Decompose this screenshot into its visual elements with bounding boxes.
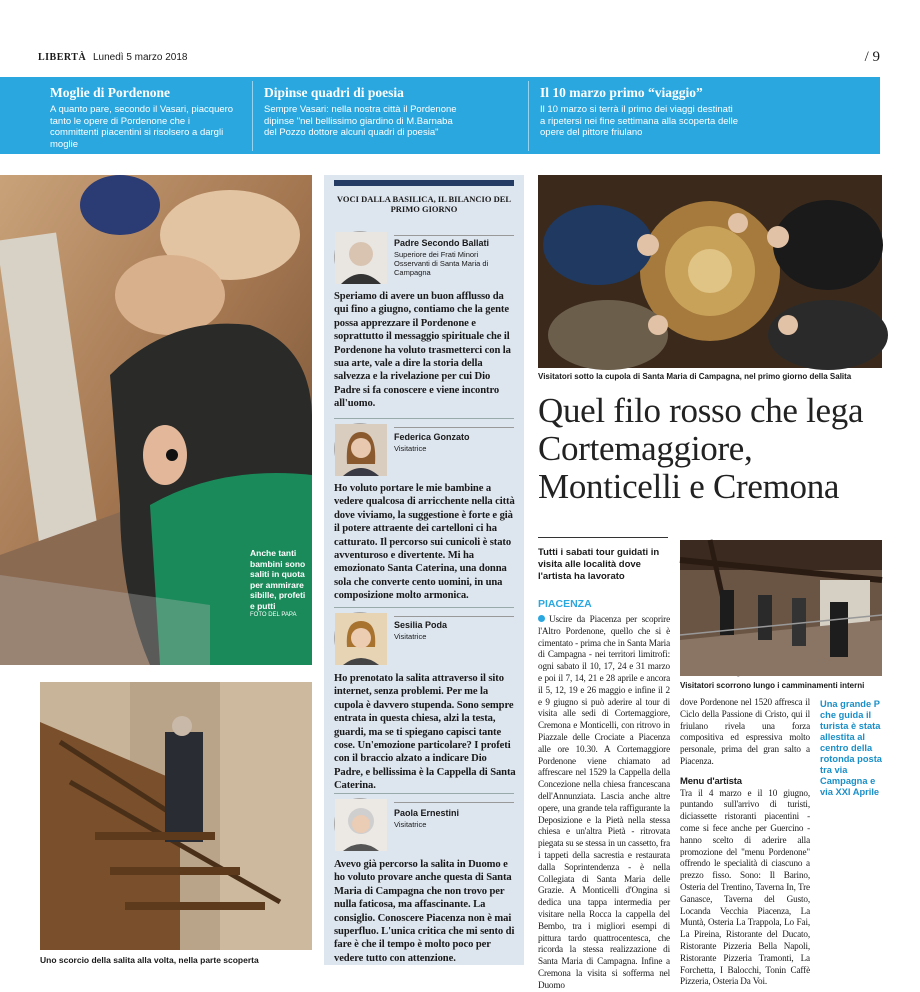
- boy-photo-caption: Anche tanti bambini sono saliti in quota per ammirare sibille, profeti e putti: [250, 548, 306, 611]
- band-divider: [528, 81, 529, 151]
- article-subhead: Menu d'artista: [680, 775, 742, 787]
- person-name: Padre Secondo Ballati: [394, 238, 490, 248]
- quote-divider: [334, 607, 514, 608]
- person-name: Federica Gonzato: [394, 432, 470, 442]
- band-text: Il 10 marzo si terrà il primo dei viaggi destinati a ripetersi nei fine settimana alla scoperta delle opere del pittore friulano: [540, 104, 739, 138]
- person-role: Visitatrice: [394, 632, 427, 641]
- article-deck: Tutti i sabati tour guidati in visita alle località dove l'artista ha lavorato: [538, 547, 660, 582]
- name-rule: [394, 427, 514, 428]
- name-rule: [394, 235, 514, 236]
- page-header: [38, 49, 880, 70]
- person-name: Paola Ernestini: [394, 808, 460, 818]
- article-text: Tra il 4 marzo e il 10 giugno, puntando sull'arrivo di turisti, diciassette ristoranti piacentini - come si fece anche per Guercino - hanno scelto di aderire alla promozione del "menu Pordenone" offrendo le specialità di ciascuno a prezzo fisso. Sono: Il Barino, Osteria del Trentino, Taverna In, Tre Ganasce, Taverna del Gusto, Locanda Vecchia Piacenza, La Muntà, Osteria La Trappola, Lo Fai, La Pireina, Ristorante del Ducato, Ristorante Pizzeria Bella Napoli, Ristorante Pizzeria Tramonti, La Forchetta, I Balocchi, Tonin Caffè Pizzeria, Osteria Da Voi.: [680, 787, 810, 987]
- person-quote: Ho prenotato la salita attraverso il sito internet, senza problemi. Per me la cupola è davvero stupenda. Sono sempre entrata in questa chiesa, alzi la testa, guardi, ma se ti spiegano capisci tante cose. Un'emozione particolare? I profeti con il braccio alzato a indicare Dio Padre, e bellissima è la Cappella di Santa Caterina.: [334, 673, 516, 792]
- article-headline: Quel filo rosso che lega Cortemaggiore, Monticelli e Cremona: [538, 391, 864, 506]
- issue-date: Lunedì 5 marzo 2018: [92, 52, 188, 63]
- bullet-dot: [538, 615, 545, 622]
- dome-photo: [538, 175, 882, 368]
- band-item-moglie: [50, 85, 240, 150]
- person-role: Superiore dei Frati Minori Osservanti di Santa Maria di Campagna: [394, 250, 489, 277]
- avatar: [334, 612, 386, 664]
- name-rule: [394, 802, 514, 803]
- photo-credit: FOTO DEL PAPA: [250, 612, 297, 618]
- name-rule: [394, 616, 514, 617]
- person-quote: Avevo già percorso la salita in Duomo e ho voluto provare anche questa di Santa Maria di Campagna che non trovo per nulla faticosa, ma affascinante. La consiglio. Conoscere Piacenza non è mai superfluo. L'unica critica che mi sento di fare è che il tempo è molto poco per vedere tutto con attenzione.: [334, 859, 515, 964]
- band-title: Il 10 marzo primo “viaggio”: [540, 85, 703, 100]
- avatar: [334, 423, 386, 475]
- band-item-poesia: [264, 85, 464, 139]
- newspaper-logo: LIBERTÀ: [38, 52, 87, 63]
- band-title: Dipinse quadri di poesia: [264, 85, 404, 100]
- page-number: / 9: [864, 49, 880, 65]
- band-item-viaggio: [540, 85, 740, 139]
- walkway-photo-caption: Visitatori scorrono lungo i camminamenti interni: [680, 681, 865, 690]
- quote-divider: [334, 418, 514, 419]
- dome-photo-caption: Visitatori sotto la cupola di Santa Maria di Campagna, nel primo giorno della Salita: [538, 372, 852, 381]
- quote-divider: [334, 793, 514, 794]
- band-divider: [252, 81, 253, 151]
- avatar: [334, 231, 386, 283]
- band-title: Moglie di Pordenone: [50, 85, 170, 100]
- article-text: dove Pordenone nel 1520 affresca il Ciclo della Passione di Cristo, qui il friulano rivela una forza compositiva ed espressiva molto personale, prima del gran salto a Piacenza.: [680, 697, 810, 766]
- person-role: Visitatrice: [394, 444, 427, 453]
- quotes-sidebar: [324, 175, 524, 965]
- article-body-col2: [680, 697, 810, 988]
- band-text: Sempre Vasari: nella nostra città il Pordenone dipinse "nel bellissimo giardino di M.Barnaba del Pozzo dottore alcuni quadri di poesia": [264, 104, 457, 138]
- article-body-col1: [538, 614, 670, 992]
- info-band: [0, 77, 880, 154]
- walkway-photo: [680, 540, 882, 676]
- stairs-photo: [40, 682, 312, 950]
- sidebar-header-bar: [334, 180, 514, 186]
- article-kicker: PIACENZA: [538, 598, 592, 610]
- person-role: Visitatrice: [394, 820, 427, 829]
- article-text: Uscire da Piacenza per scoprire l'Altro Pordenone, quello che si è cimentato - prima che in Santa Maria di Campagna - nei territori limitrofi: ogni sabato il 10, 17, 24 e 31 marzo e poi il 7, 14, 21 e 28 aprile e ancora il 5, 12, 19 e 26 maggio e infine il 2 e 9 giugno si può aderire al tour di visita alle sedi di Cortemaggiore, Cremona e Monticelli, con ritrovo in Piazzale delle Crociate a Piacenza alle ore 10.30. A Cortemaggiore Pordenone viene chiamato ad affrescare nel 1529 la Cappella della Concezione nella chiesa francescana dell'Annunziata. Lascia anche altre opere, una grande tela raffigurante la Deposizione e la Pietà nella stessa chiesa e un'altra Pietà - ritrovata piegata su se stessa in un cassetto, fra i tappeti della sacrestia e restaurata dalla Soprintendenza - è nella Collegiata di Santa Maria delle Grazie. A Monticelli d'Ongina si dedica una tappa intermedia per visitare nella Rocca la cappella del Bembo, tra i migliori esempi di pittura tardo quattrocentesca, che ricorda la stessa realizzazione di Santa Maria di Campagna. Infine a Cremona la visita si sofferma nel Duomo: [538, 614, 670, 990]
- stairs-photo-caption: Uno scorcio della salita alla volta, nella parte scoperta: [40, 955, 259, 965]
- person-quote: Speriamo di avere un buon afflusso da qui fino a giugno, contiamo che la gente possa apprezzare il Pordenone e soprattutto il messaggio spirituale che il Pordenone ha voluto trasmetterci con la sua arte, vale a dire la storia della salvezza e la rivelazione per cui Dio Padre si fa conoscere e viene incontro all'uomo.: [334, 291, 511, 410]
- avatar: [334, 798, 386, 850]
- deck-rule: [538, 537, 668, 538]
- sidebar-title: VOCI DALLA BASILICA, IL BILANCIO DEL PRIMO GIORNO: [336, 194, 512, 214]
- band-text: A quanto pare, secondo il Vasari, piacquero tanto le opere di Pordenone che i committenti piacentini si risolsero a dargli moglie: [50, 104, 234, 150]
- person-quote: Ho voluto portare le mie bambine a vedere qualcosa di arricchente nella città dove viviamo, la suggestione è forte e già il potere attraente dei cartelloni ci ha catturato. Il percorso sui cunicoli è stato avventuroso e divertente. Mi ha emozionato Santa Caterina, una donna sola che converte cento uomini, in una composizione molto armonica.: [334, 483, 515, 602]
- person-name: Sesilia Poda: [394, 620, 448, 630]
- article-aside: Una grande P che guida il turista è stata allestita al centro della rotonda posta tra via Campagna e via XXI Aprile: [820, 699, 882, 797]
